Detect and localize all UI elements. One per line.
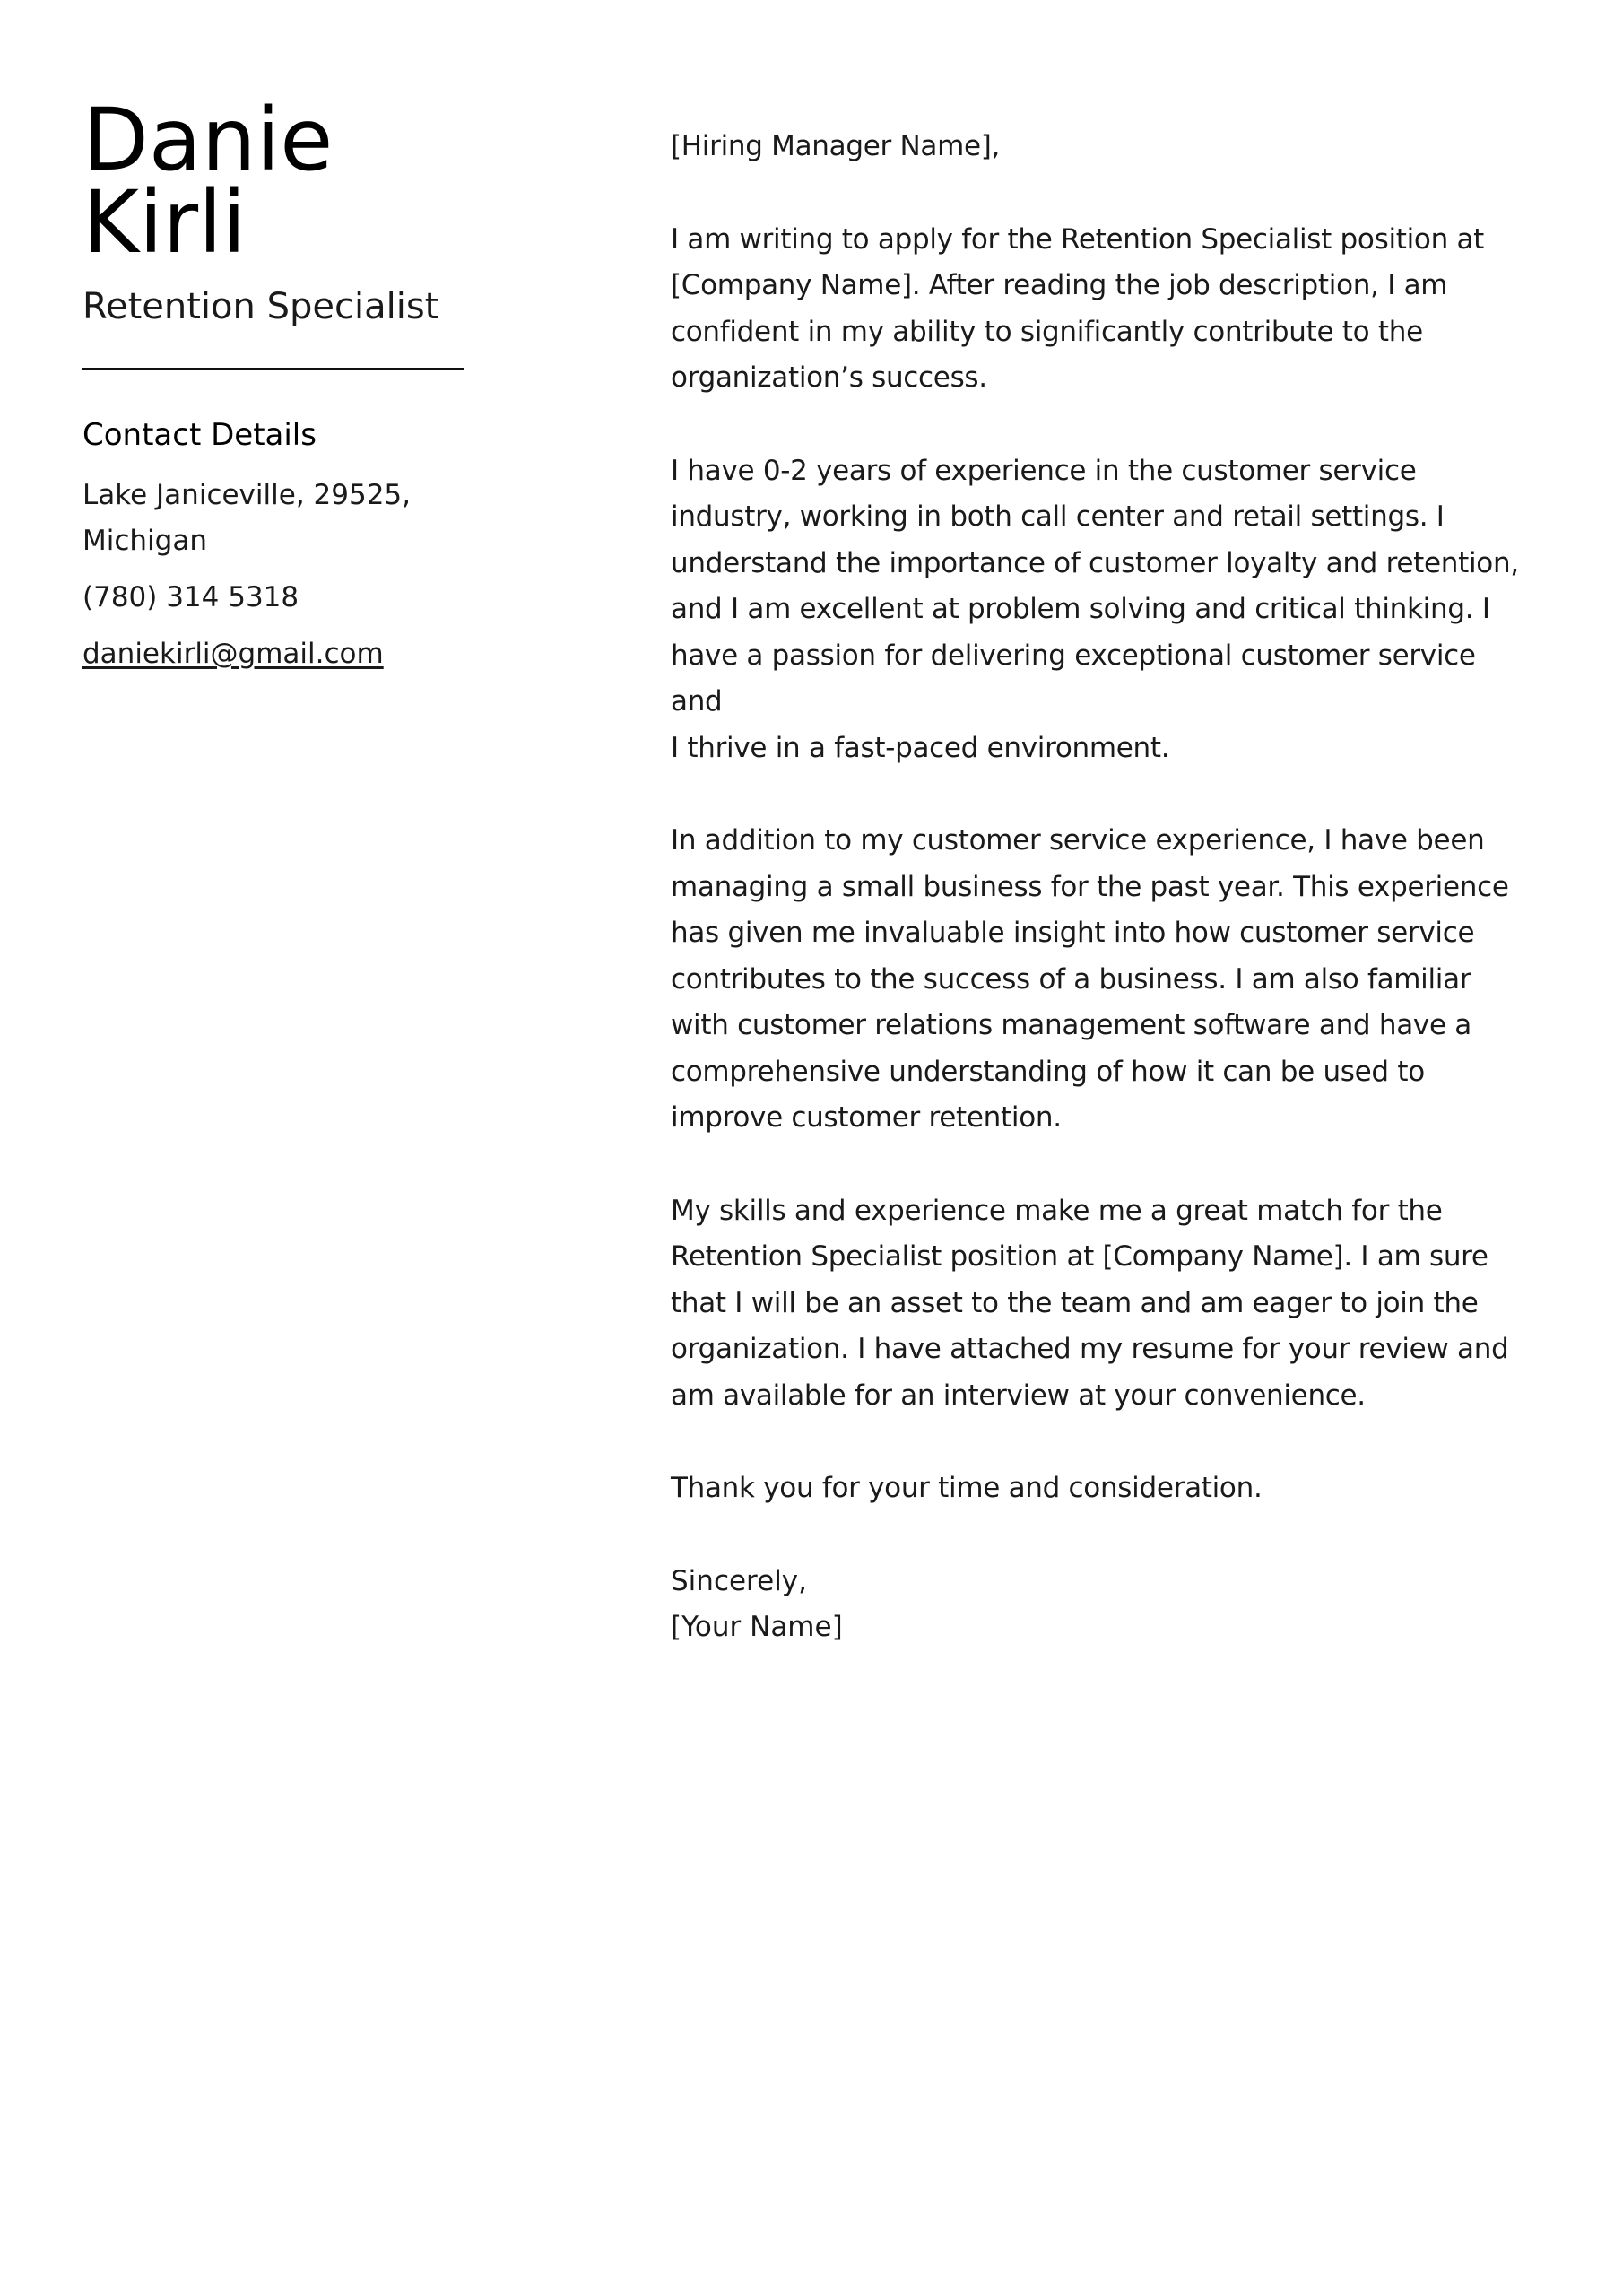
contact-address: Lake Janiceville, 29525, Michigan [82, 479, 411, 557]
salutation: [Hiring Manager Name], [671, 130, 1001, 162]
letter-paragraph: I have 0-2 years of experience in the customer service industry, working in both call center and retail settings. I understand the importance of customer loyalty and retention, and I am excellent at problem solving and critical thinking. I have a passion for delivering exceptional customer service and I thrive in a fast-paced environment. [671, 454, 1519, 764]
letter-paragraph: In addition to my customer service experience, I have been managing a small business for the past year. This experience has given me invaluable insight into how customer service contributes to the success of a business. I am also familiar with customer relations management software and have a comprehensive understanding of how it can be used to improve customer retention. [671, 824, 1509, 1134]
letter-paragraph: Thank you for your time and consideration. [671, 1472, 1263, 1504]
contact-phone: (780) 314 5318 [82, 581, 299, 613]
contact-heading: Contact Details [82, 417, 317, 453]
applicant-name [82, 90, 468, 273]
letter-body [671, 124, 1532, 1651]
job-title: Retention Specialist [82, 286, 439, 327]
signature: [Your Name] [671, 1611, 843, 1643]
first-name: Danie [82, 90, 334, 190]
contact-email-link[interactable]: daniekirli@gmail.com [82, 638, 384, 670]
divider [82, 368, 464, 370]
closing: Sincerely, [671, 1564, 808, 1597]
last-name: Kirli [82, 172, 247, 273]
letter-paragraph: I am writing to apply for the Retention Specialist position at [Company Name]. After reading the job description, I am confident in my ability to significantly contribute to the organization’s success. [671, 222, 1485, 394]
letter-paragraph: My skills and experience make me a great match for the Retention Specialist position at [Company Name]. I am sure that I will be an asset to the team and am eager to join the organization. I have attached my resume for your review and am available for an interview at your convenience. [671, 1194, 1509, 1412]
sidebar [82, 90, 468, 677]
